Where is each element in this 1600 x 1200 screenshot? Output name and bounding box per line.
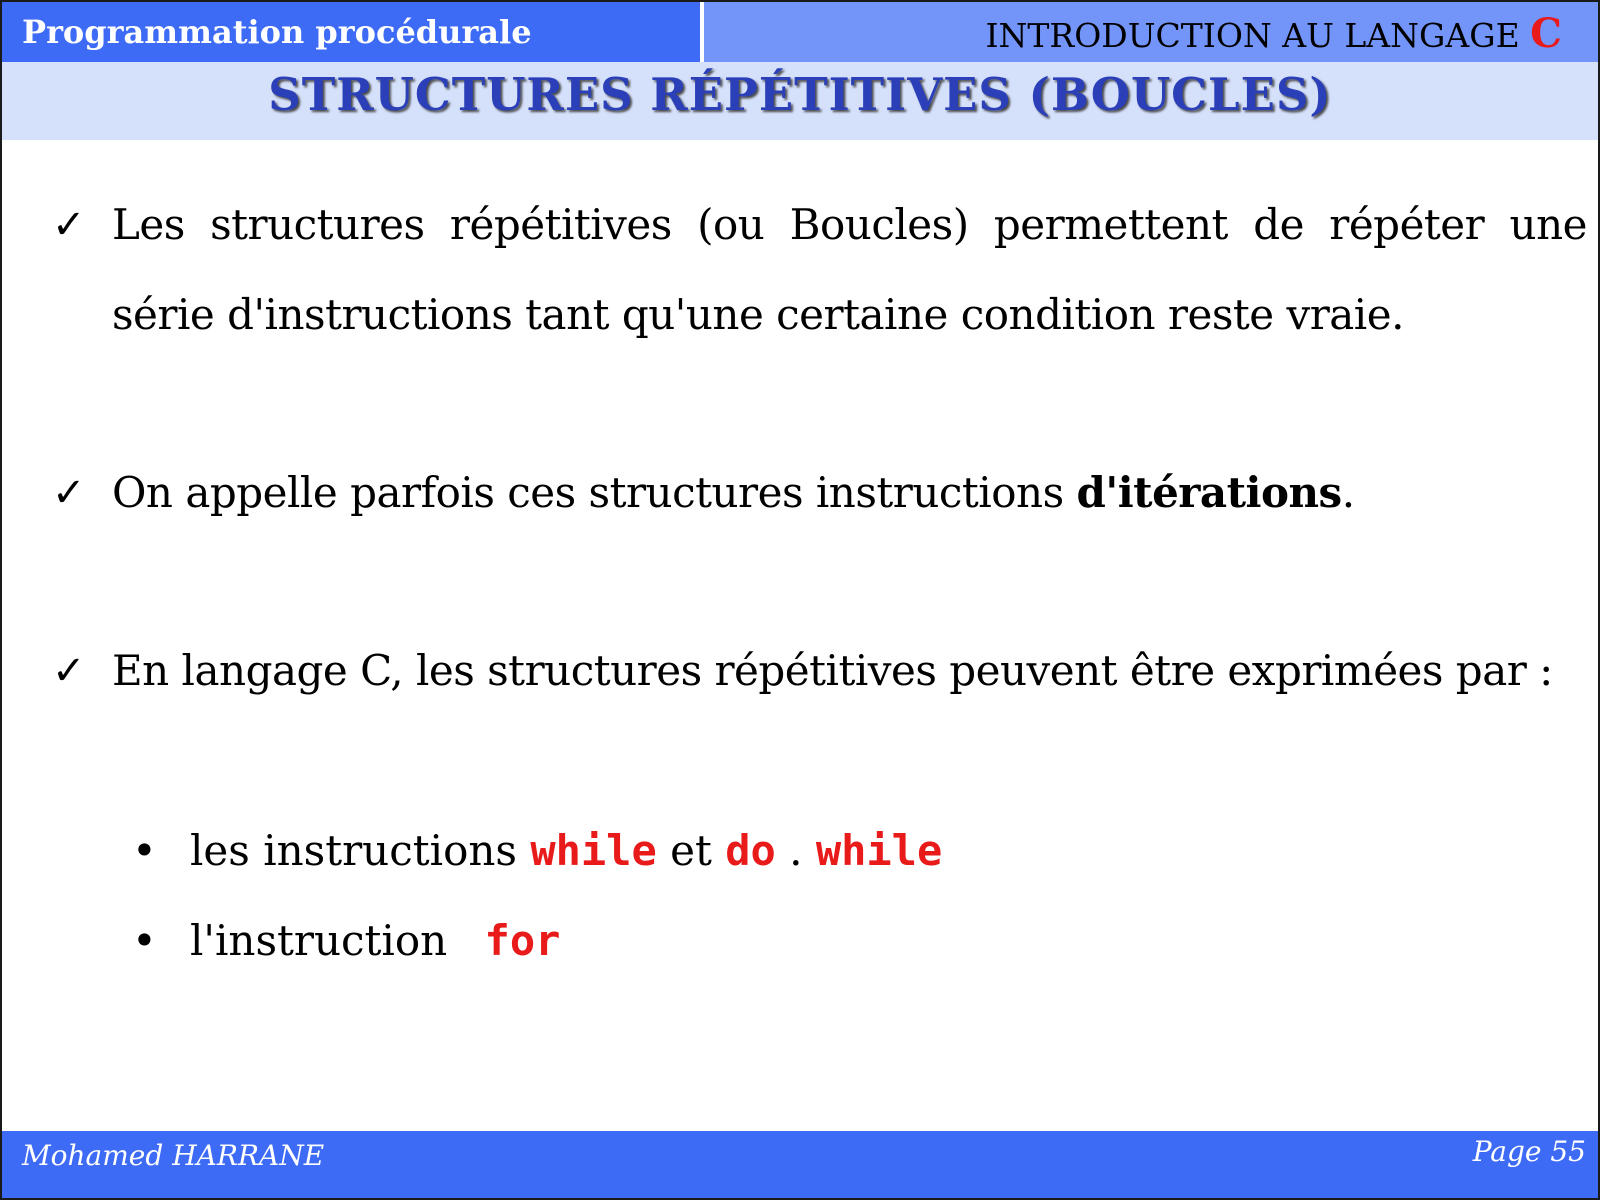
subitem-1-text: les instructions <box>190 826 531 875</box>
bullet-dot-icon: • <box>132 826 157 875</box>
chapter-title-text: INTRODUCTION AU LANGAGE <box>985 16 1531 55</box>
check-mark-icon: ✓ <box>52 470 86 516</box>
point-2-bold: d'itérations <box>1076 468 1342 517</box>
course-title <box>2 2 700 62</box>
code-while-2: while <box>815 826 943 875</box>
footer-author: Mohamed HARRANE <box>22 1139 325 1172</box>
course-title-text: Programmation procédurale <box>22 13 532 51</box>
check-mark-icon: ✓ <box>52 202 86 248</box>
bullet-dot-icon: • <box>132 916 157 965</box>
code-for: for <box>484 916 561 965</box>
point-1-text: Les structures répétitives (ou Boucles) permettent de répéter une série d'instructions tant qu'une certaine condition reste vraie. <box>112 200 1587 339</box>
subitem-2 <box>132 896 1332 986</box>
chapter-title <box>704 2 1598 62</box>
point-2 <box>52 448 1587 538</box>
point-3 <box>52 626 1587 716</box>
slide-title: STRUCTURES RÉPÉTITIVES (BOUCLES) <box>268 68 1332 121</box>
page-number: Page 55 <box>1472 1135 1586 1168</box>
subitem-1-middle: et <box>656 826 726 875</box>
chapter-title-accent: C <box>1530 10 1562 57</box>
subitem-1 <box>132 806 1332 896</box>
subitem-1-dot: . <box>775 826 816 875</box>
point-3-text: En langage C, les structures répétitives peuvent être exprimées par : <box>112 646 1553 695</box>
footer <box>2 1131 1598 1198</box>
code-do: do <box>725 826 776 875</box>
code-while: while <box>530 826 657 875</box>
check-mark-icon: ✓ <box>52 648 86 694</box>
title-band <box>2 62 1598 140</box>
point-2-text <box>112 448 1587 538</box>
point-2-text-after: . <box>1341 468 1355 517</box>
subitem-2-text: l'instruction <box>190 916 461 965</box>
point-2-text-before: On appelle parfois ces structures instructions <box>112 468 1077 517</box>
point-1 <box>52 180 1587 360</box>
